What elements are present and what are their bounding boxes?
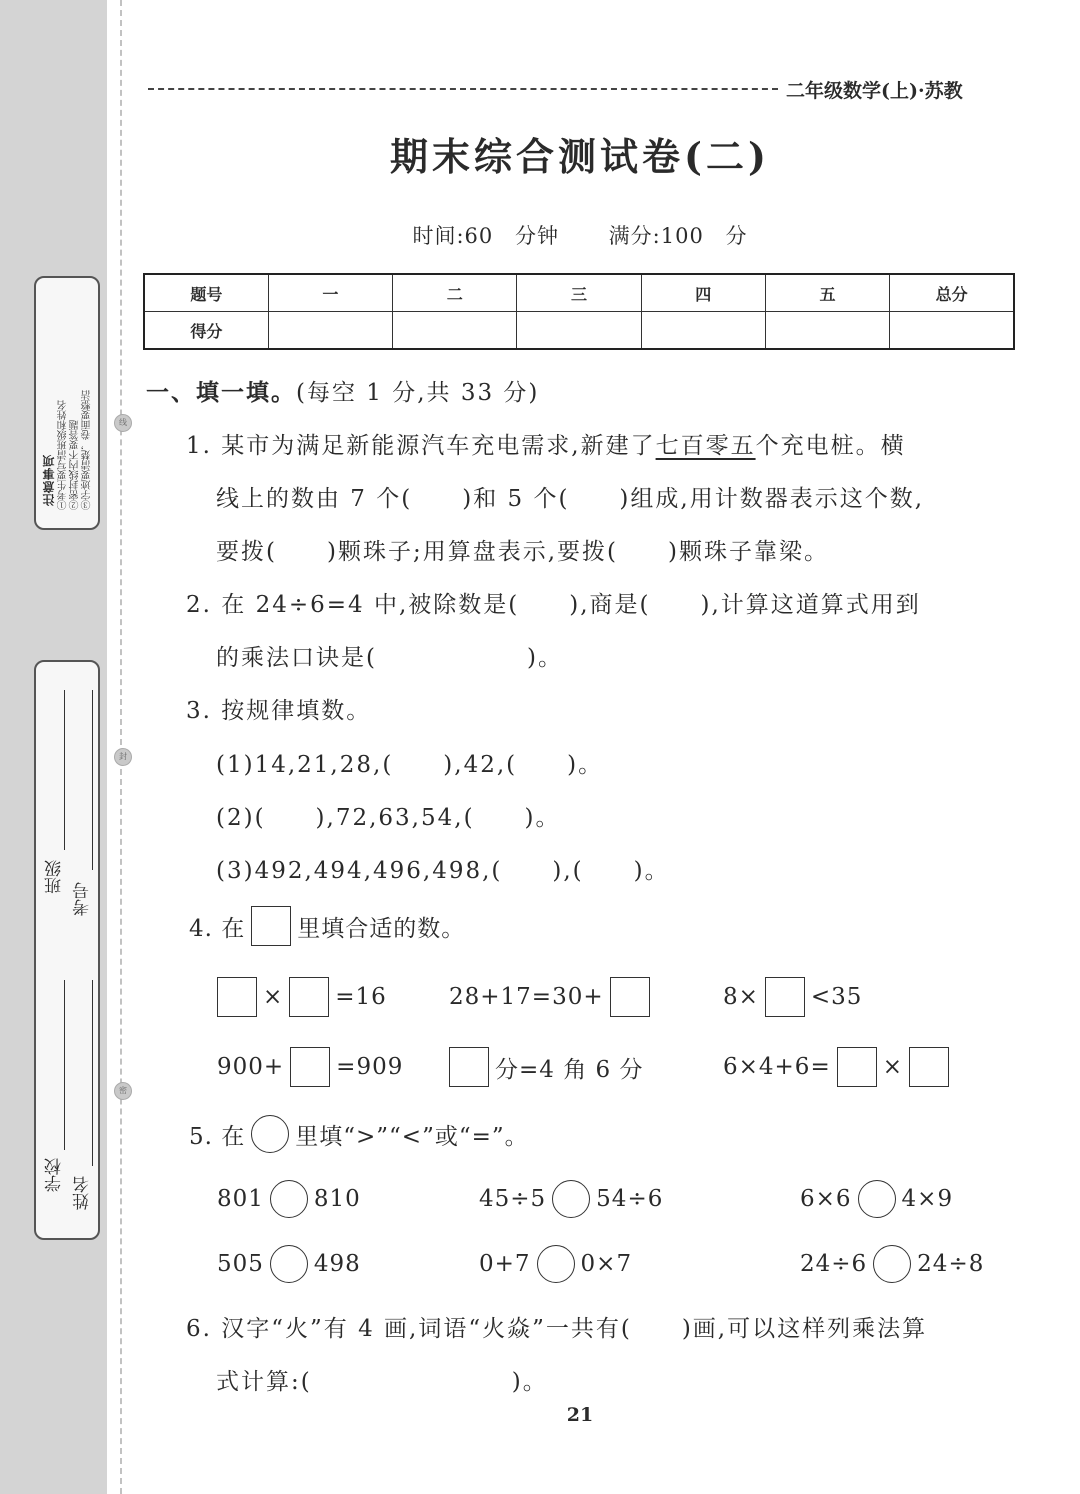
compare-circle[interactable] [552, 1180, 590, 1218]
name-field[interactable] [92, 980, 93, 1166]
compare-circle[interactable] [537, 1245, 575, 1283]
compare-right: 4×9 [901, 1186, 954, 1212]
question-6-line-1: 6. 汉字“火”有 4 画,词语“火焱”一共有( )画,可以这样列乘法算 [186, 1316, 928, 1342]
notice-heading: 注意事项 [42, 454, 56, 506]
compare-circle[interactable] [873, 1245, 911, 1283]
notice-item: ③字迹要清楚，卷面要整洁 [82, 390, 93, 510]
school-field[interactable] [64, 980, 65, 1150]
answer-box[interactable] [449, 1047, 489, 1087]
q5-text: 里填“>”“<”或“=”。 [295, 1123, 529, 1150]
binding-hole: 密 [114, 1082, 132, 1100]
binding-hole: 线 [114, 414, 132, 432]
score-table-header-row [144, 274, 1014, 312]
section-title: 一、填一填。 [146, 379, 296, 406]
notice-item: ①考生要写清班级和姓名 [58, 400, 69, 510]
compare-left: 6×6 [800, 1186, 852, 1212]
compare-right: 24÷8 [917, 1251, 985, 1277]
exam-number-field[interactable] [92, 690, 93, 870]
answer-box[interactable] [909, 1047, 949, 1087]
score-table-cell: 一 [268, 274, 392, 312]
score-table-cell: 三 [517, 274, 641, 312]
question-4-prompt [186, 906, 468, 946]
q1-underlined-number: 七百零五 [655, 433, 756, 459]
expression-text: =16 [335, 984, 387, 1010]
compare-right: 54÷6 [596, 1186, 664, 1212]
compare-item [797, 1180, 956, 1218]
compare-item [214, 1180, 364, 1218]
answer-box[interactable] [217, 977, 257, 1017]
question-1-line-1 [186, 427, 906, 460]
compare-right: 810 [313, 1186, 361, 1212]
operator: × [263, 984, 284, 1010]
expression-text: =909 [336, 1054, 404, 1080]
score-table [143, 273, 1015, 350]
expression-text: 6×4+6= [723, 1054, 831, 1080]
question-3-prompt: 3. 按规律填数。 [186, 698, 372, 724]
compare-left: 24÷6 [800, 1251, 868, 1277]
info-column-left [38, 670, 68, 1230]
compare-circle-icon [251, 1115, 289, 1153]
question-1-line-2: 线上的数由 7 个( )和 5 个( )组成,用计数器表示这个数, [216, 486, 925, 512]
answer-box[interactable] [610, 977, 650, 1017]
class-label: 班级 [45, 860, 65, 894]
question-3-part-3: (3)492,494,496,498,( ),( )。 [216, 858, 670, 884]
q4-text: 4. 在 [189, 915, 246, 942]
q4-expression-6 [720, 1047, 952, 1087]
question-1-line-3: 要拨( )颗珠子;用算盘表示,要拨( )颗珠子靠梁。 [216, 539, 829, 565]
notice-items [58, 300, 96, 510]
student-info-box [34, 660, 100, 1240]
operator: × [882, 1054, 903, 1080]
score-table-score-row [144, 312, 1014, 350]
q4-text: 里填合适的数。 [297, 915, 466, 942]
q5-text: 5. 在 [189, 1123, 246, 1150]
compare-right: 0×7 [580, 1251, 633, 1277]
answer-box-icon [251, 906, 291, 946]
compare-item [797, 1245, 987, 1283]
score-entry-cell[interactable] [268, 312, 392, 350]
compare-left: 0+7 [479, 1251, 531, 1277]
compare-circle[interactable] [270, 1245, 308, 1283]
score-entry-cell[interactable] [393, 312, 517, 350]
answer-box[interactable] [289, 977, 329, 1017]
grade-subject-tag: 二年级数学(上)·苏教 [786, 80, 963, 102]
expression-text: <35 [810, 984, 863, 1010]
score-table-cell: 四 [641, 274, 765, 312]
expression-text: 8× [723, 984, 759, 1010]
class-field[interactable] [64, 690, 65, 850]
score-table-cell: 题号 [144, 274, 268, 312]
expression-text: 28+17=30+ [449, 984, 604, 1010]
compare-item [476, 1180, 666, 1218]
question-6-line-2: 式计算:( )。 [216, 1369, 548, 1395]
score-table-cell: 总分 [890, 274, 1014, 312]
q4-expression-5 [446, 1047, 646, 1087]
compare-item [214, 1245, 364, 1283]
exam-meta [0, 220, 1080, 250]
exam-number-label: 考号 [73, 882, 93, 916]
answer-box[interactable] [765, 977, 805, 1017]
notice-item: ②密封线内不要答题 [70, 420, 81, 510]
q1-text: 个充电桩。横 [755, 433, 906, 459]
section-scoring-note: (每空 1 分,共 33 分) [296, 380, 540, 406]
compare-circle[interactable] [858, 1180, 896, 1218]
score-table-cell: 二 [393, 274, 517, 312]
binding-hole: 封 [114, 748, 132, 766]
score-table-cell: 得分 [144, 312, 268, 350]
question-5-prompt [186, 1115, 532, 1153]
q1-text: 1. 某市为满足新能源汽车充电需求,新建了 [186, 433, 656, 459]
q4-expression-4 [214, 1047, 406, 1087]
score-entry-cell[interactable] [641, 312, 765, 350]
page-number: 21 [566, 1404, 594, 1426]
q4-expression-3 [720, 977, 865, 1017]
compare-left: 45÷5 [479, 1186, 547, 1212]
info-column-right [66, 670, 96, 1230]
notice-box [34, 276, 100, 530]
expression-text: 分=4 角 6 分 [495, 1056, 644, 1083]
question-3-part-1: (1)14,21,28,( ),42,( )。 [216, 752, 604, 778]
page-title: 期末综合测试卷(二) [390, 134, 770, 179]
score-entry-cell[interactable] [517, 312, 641, 350]
compare-circle[interactable] [270, 1180, 308, 1218]
question-3-part-2: (2)( ),72,63,54,( )。 [216, 805, 561, 831]
score-table-cell: 五 [765, 274, 889, 312]
expression-text: 900+ [217, 1054, 285, 1080]
answer-box[interactable] [837, 1047, 877, 1087]
compare-left: 505 [217, 1251, 264, 1277]
compare-right: 498 [313, 1251, 361, 1277]
full-score: 满分:100 分 [608, 224, 748, 248]
score-entry-cell[interactable] [765, 312, 889, 350]
q4-expression-2 [446, 977, 653, 1017]
score-entry-cell[interactable] [890, 312, 1014, 350]
section-heading [146, 374, 539, 407]
question-2-line-2: 的乘法口诀是( )。 [216, 645, 563, 671]
compare-left: 801 [217, 1186, 264, 1212]
question-2-line-1: 2. 在 24÷6=4 中,被除数是( ),商是( ),计算这道算式用到 [186, 592, 921, 618]
name-label: 姓名 [73, 1176, 93, 1210]
time-limit: 时间:60 分钟 [412, 224, 559, 248]
school-label: 学校 [45, 1158, 65, 1192]
header-dashed-rule [148, 88, 778, 90]
compare-item [476, 1245, 635, 1283]
answer-box[interactable] [290, 1047, 330, 1087]
q4-expression-1 [214, 977, 390, 1017]
